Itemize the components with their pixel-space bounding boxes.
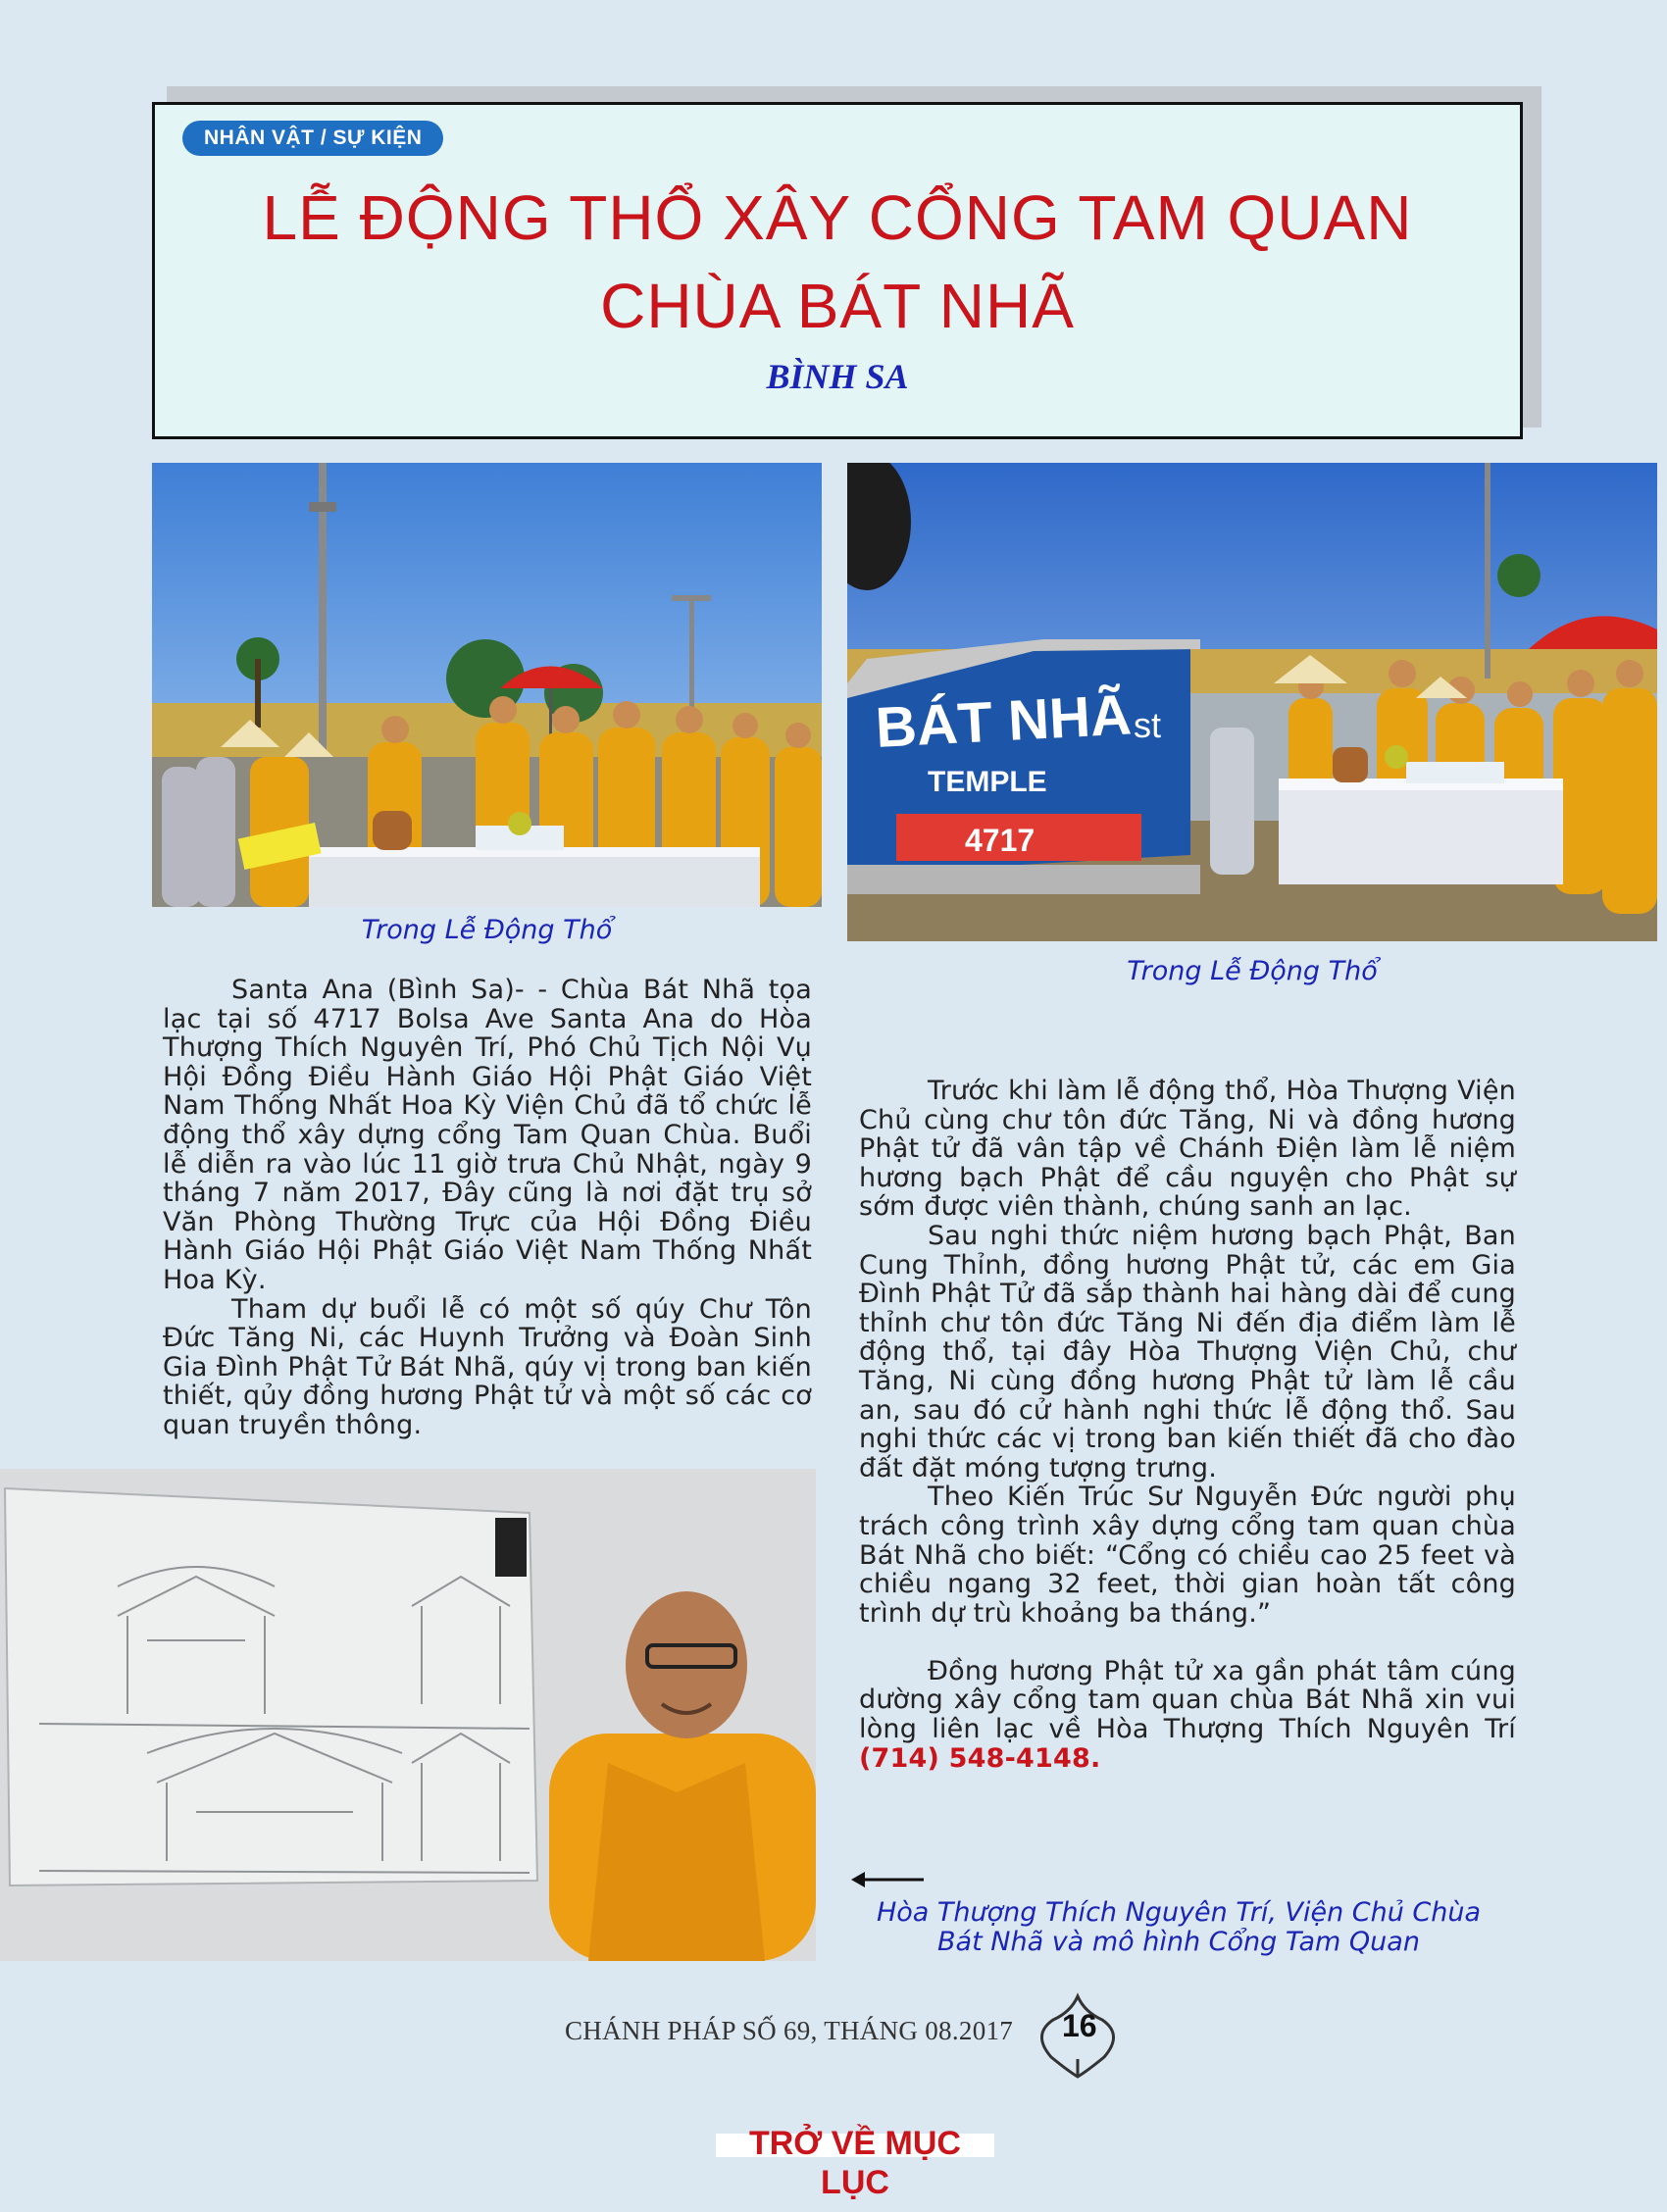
photo2-caption: Trong Lễ Động Thổ <box>1127 956 1378 986</box>
sign-street: st <box>1134 705 1162 745</box>
photo-temple-sign <box>847 463 1657 941</box>
back-to-toc-button[interactable] <box>716 2125 994 2201</box>
title-line-1: LỄ ĐỘNG THỔ XÂY CỔNG TAM QUAN <box>262 182 1413 253</box>
right-paragraph-4 <box>859 1657 1516 1773</box>
article-header <box>152 102 1523 439</box>
title-line-2: CHÙA BÁT NHÃ <box>600 271 1075 341</box>
section-tag: NHÂN VẬT / SỰ KIỆN <box>182 121 443 156</box>
article-title <box>155 174 1520 350</box>
arrow-left-icon <box>851 1871 924 1888</box>
page-number: 16 <box>1062 2008 1097 2043</box>
sign-number: 4717 <box>965 823 1036 858</box>
right-paragraph-2: Sau nghi thức niệm hương bạch Phật, Ban Cung Thỉnh, đồng hương Phật tử, các em Gia Đình Phật Tử đã sắp thành hai hàng dài để cung thỉnh chư tôn đức Tăng Ni đến địa điểm làm lễ động thổ, tại đây Hòa Thượng Viện Chủ, chư Tăng, Ni cùng đồng hương Phật tử làm lễ cầu an, sau đó cử hành nghi thức lễ động thổ. Sau nghi thức các vị trong ban kiến thiết đã cho đào đất đặt móng tượng trưng. <box>859 1220 1516 1483</box>
article-left-column <box>163 976 812 1440</box>
donation-text: Đồng hương Phật tử xa gần phát tâm cúng dường xây cổng tam quan chùa Bát Nhã xin vui lòng liên lạc về Hòa Thượng Thích Nguyên Trí <box>859 1655 1516 1745</box>
back-to-toc-label: TRỞ VỀ MỤC LỤC <box>748 2125 961 2201</box>
right-paragraph-1: Trước khi làm lễ động thổ, Hòa Thượng Viện Chủ cùng chư tôn đức Tăng, Ni và đồng hương Phật tử đã vân tập về Chánh Điện làm lễ niệm hương bạch Phật để cầu nguyện cho Phật sự sớm được viên thành, chúng sanh an lạc. <box>859 1076 1516 1223</box>
left-paragraph-1: Santa Ana (Bình Sa)- - Chùa Bát Nhã tọa lạc tại số 4717 Bolsa Ave Santa Ana do Hòa Thượng Thích Nguyên Trí, Phó Chủ Tịch Nội Vụ Hội Đồng Điều Hành Giáo Hội Phật Giáo Việt Nam Thống Nhất Hoa Kỳ Viện Chủ đã tổ chức lễ động thổ xây dựng cổng Tam Quan Chùa. Buổi lễ diễn ra vào lúc 11 giờ trưa Chủ Nhật, ngày 9 tháng 7 năm 2017, Đây cũng là nơi đặt trụ sở Văn Phòng Thường Trực của Hội Đồng Điều Hành Giáo Hội Phật Giáo Việt Nam Thống Nhất Hoa Kỳ. <box>163 975 812 1295</box>
article-right-column <box>859 1077 1516 1773</box>
photo-ceremony-left <box>152 463 822 907</box>
photo1-caption: Trong Lễ Động Thổ <box>361 915 613 945</box>
sign-name: BÁT NHÃ <box>874 682 1134 760</box>
left-paragraph-2: Tham dự buổi lễ có một số qúy Chư Tôn Đức Tăng Ni, các Huynh Trưởng và Đoàn Sinh Gia Đình Phật Tử Bát Nhã, qúy vị trong ban kiến thiết, qủy đồng hương Phật tử và một số các cơ quan truyền thông. <box>163 1293 812 1440</box>
phone-number: (714) 548-4148. <box>859 1742 1101 1774</box>
sign-temple: TEMPLE <box>928 766 1047 798</box>
article-author: BÌNH SA <box>766 357 909 396</box>
right-paragraph-3: Theo Kiến Trúc Sư Nguyễn Đức người phụ trách công trình xây dựng cổng tam quan chùa Bát Nhã cho biết: “Cổng có chiều cao 25 feet và chiều ngang 32 feet, thời gian hoàn tất công trình dự trù khoảng ba tháng.” <box>859 1482 1516 1629</box>
photo3-caption-line-1: Hòa Thượng Thích Nguyên Trí, Viện Chủ Chùa <box>876 1897 1482 1928</box>
issue-footer: CHÁNH PHÁP SỐ 69, THÁNG 08.2017 <box>565 2016 1014 2045</box>
photo3-caption-line-2: Bát Nhã và mô hình Cổng Tam Quan <box>937 1927 1420 1957</box>
photo-blueprint-monk <box>0 1469 816 1961</box>
photo3-caption <box>845 1898 1512 1957</box>
